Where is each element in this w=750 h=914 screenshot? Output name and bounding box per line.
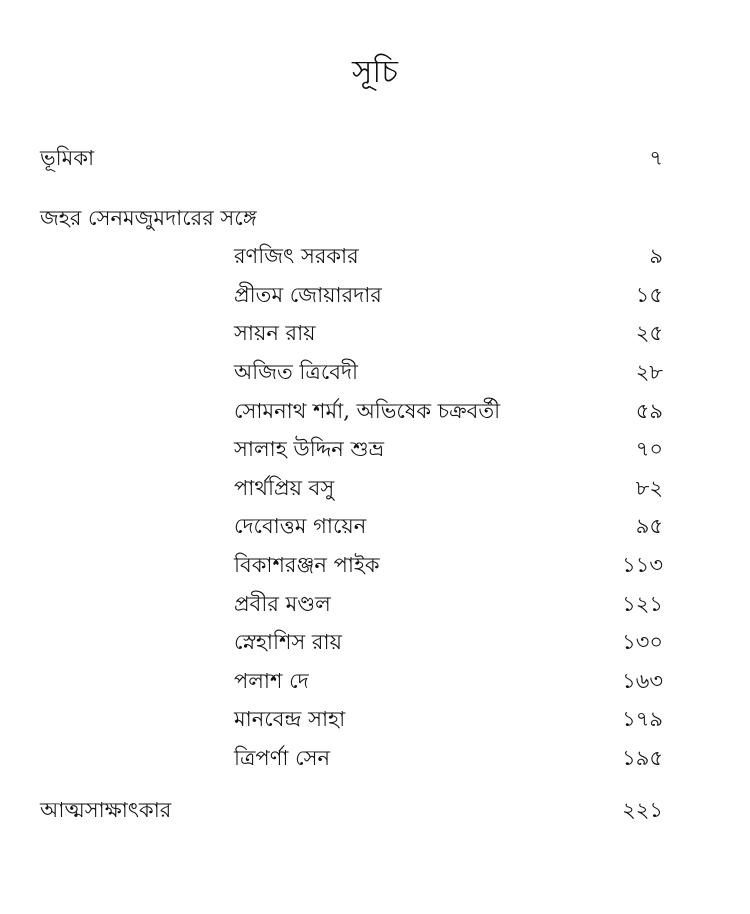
toc-sub-entry <box>234 355 663 389</box>
toc-entry-label: সোমনাথ শর্মা, অভিষেক চক্রবর্তী <box>234 399 501 423</box>
toc-sub-entry <box>234 239 663 273</box>
toc-entry-page: ১২১ <box>622 592 663 616</box>
toc-entry-label: ত্রিপর্ণা সেন <box>234 746 331 770</box>
toc-entry-label: বিকাশরঞ্জন পাইক <box>234 553 380 577</box>
toc-entry-label: প্রীতম জোয়ারদার <box>234 283 382 307</box>
toc-entry-page: ২৫ <box>635 321 663 345</box>
toc-entry-self-interview <box>40 793 663 827</box>
toc-entry-page: ৯ <box>649 244 663 268</box>
toc-sub-entry <box>234 741 663 775</box>
toc-entry-page: ৭০ <box>635 437 663 461</box>
toc-entry-label: দেবোত্তম গায়েন <box>234 514 367 538</box>
toc-entry-page: ১৯৫ <box>622 746 663 770</box>
toc-sub-entry <box>234 432 663 466</box>
toc-entry-label: প্রবীর মণ্ডল <box>234 592 331 616</box>
toc-entry-label: স্নেহাশিস রায় <box>234 630 342 654</box>
toc-sub-entry <box>234 664 663 698</box>
toc-entry-preface <box>40 141 663 175</box>
toc-entry-page: ১১৩ <box>622 553 663 577</box>
toc-sub-entry <box>234 548 663 582</box>
page-title: সূচি <box>351 54 399 90</box>
toc-entry-page: ২৮ <box>635 360 663 384</box>
toc-entry-label: রণজিৎ সরকার <box>234 244 359 268</box>
toc-entry-label: ভূমিকা <box>40 146 95 170</box>
toc-sub-entry <box>234 278 663 312</box>
toc-entry-page: ৭ <box>649 146 663 170</box>
toc-section-heading <box>40 201 663 235</box>
toc-section-heading-label: জহর সেনমজুমদারের সঙ্গে <box>40 206 257 230</box>
toc-entry-page: ১৩০ <box>622 630 663 654</box>
toc-sub-entry <box>234 471 663 505</box>
toc-sub-entry <box>234 587 663 621</box>
toc-entry-label: পার্থপ্রিয় বসু <box>234 476 335 500</box>
toc-sub-entry <box>234 316 663 350</box>
toc-entry-page: ১৫ <box>635 283 663 307</box>
toc-sub-entry <box>234 509 663 543</box>
toc-entry-page: ৯৫ <box>635 514 663 538</box>
toc-entry-label: আত্মসাক্ষাৎকার <box>40 798 172 822</box>
toc-entry-page: ১৬৩ <box>622 669 663 693</box>
toc-entry-label: সালাহ উদ্দিন শুভ্র <box>234 437 385 461</box>
toc-sub-entry <box>234 625 663 659</box>
toc-entry-label: পলাশ দে <box>234 669 309 693</box>
toc-entry-page: ১৭৯ <box>622 707 663 731</box>
toc-entry-label: সায়ন রায় <box>234 321 316 345</box>
toc-entry-page: ৫৯ <box>635 399 663 423</box>
toc-sub-entry <box>234 394 663 428</box>
toc-entry-page: ৮২ <box>635 476 663 500</box>
toc-sub-entry <box>234 702 663 736</box>
toc-entry-label: মানবেন্দ্র সাহা <box>234 707 346 731</box>
toc-entry-page: ২২১ <box>622 798 663 822</box>
toc-entry-label: অজিত ত্রিবেদী <box>234 360 359 384</box>
